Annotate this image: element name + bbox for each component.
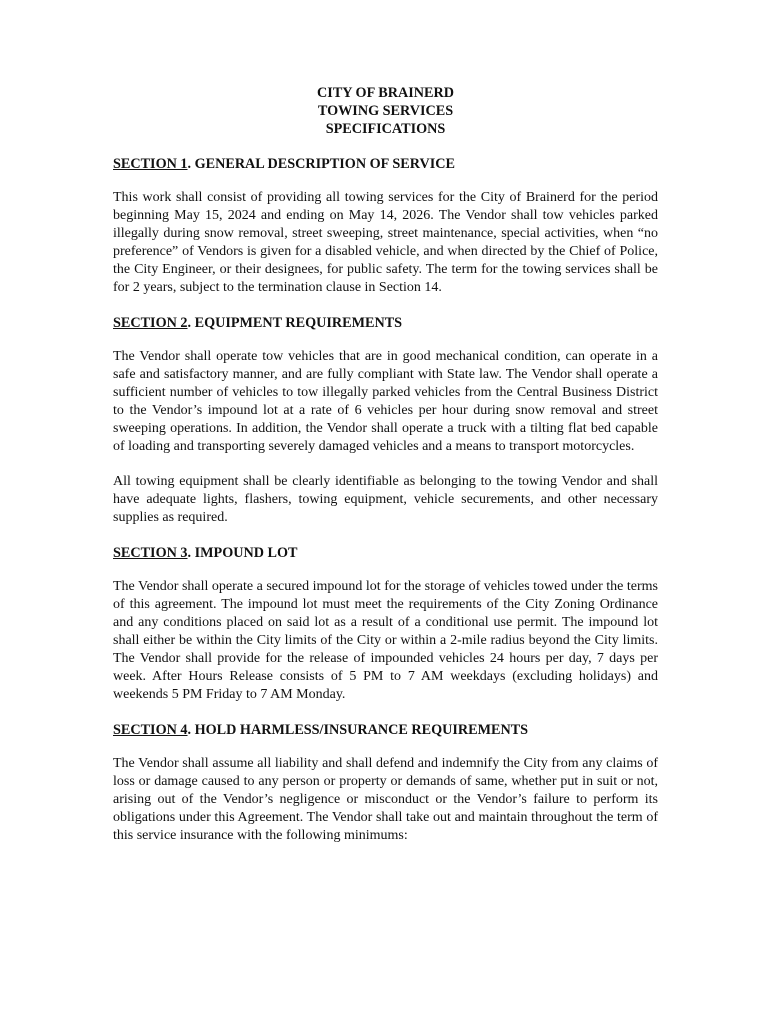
section-3 — [113, 544, 658, 704]
section-3-number: SECTION 3 — [113, 545, 188, 561]
section-4-heading — [113, 721, 658, 739]
section-3-heading — [113, 544, 658, 562]
section-4 — [113, 721, 658, 845]
title-line-service: TOWING SERVICES — [317, 103, 454, 119]
section-3-paragraph-1: The Vendor shall operate a secured impound lot for the storage of vehicles towed under the terms of this agreement. The impound lot must meet the requirements of the City Zoning Ordinance and any conditions placed on said lot as a result of a conditional use permit. The impound lot shall either be within the City limits of the City or within a 2-mile radius beyond the City limits. The Vendor shall provide for the release of impounded vehicles 24 hours per day, 7 days per week. After Hours Release consists of 5 PM to 7 AM weekdays (excluding holidays) and weekends 5 PM Friday to 7 AM Monday. — [113, 579, 658, 702]
document-page — [113, 84, 658, 862]
section-4-title: . HOLD HARMLESS/INSURANCE REQUIREMENTS — [187, 722, 529, 738]
section-2-paragraph-2: All towing equipment shall be clearly identifiable as belonging to the towing Vendor and shall have adequate lights, flashers, towing equipment, vehicle securements, and other necessary supplies as required. — [113, 474, 658, 525]
title-line-city: CITY OF BRAINERD — [317, 85, 454, 101]
section-1-paragraph-1: This work shall consist of providing all towing services for the City of Brainerd for the period beginning May 15, 2024 and ending on May 14, 2026. The Vendor shall tow vehicles parked illegally during snow removal, street sweeping, street maintenance, special activities, when “no preference” of Vendors is given for a disabled vehicle, and when directed by the Chief of Police, the City Engineer, or their designees, for public safety. The term for the towing services shall be for 2 years, subject to the termination clause in Section 14. — [113, 190, 658, 295]
section-2-number: SECTION 2 — [113, 315, 188, 331]
section-3-title: . IMPOUND LOT — [187, 545, 298, 561]
section-2 — [113, 314, 658, 527]
section-1 — [113, 155, 658, 297]
section-2-heading — [113, 314, 658, 332]
section-4-paragraph-1: The Vendor shall assume all liability and shall defend and indemnify the City from any claims of loss or damage caused to any person or property or demands of same, whether put in suit or not, arising out of the Vendor’s negligence or misconduct or the Vendor’s failure to perform its obligations under this Agreement. The Vendor shall take out and maintain throughout the term of this service insurance with the following minimums: — [113, 756, 658, 843]
section-1-number: SECTION 1 — [113, 156, 188, 172]
section-2-paragraph-1: The Vendor shall operate tow vehicles that are in good mechanical condition, can operate in a safe and satisfactory manner, and are fully compliant with State law. The Vendor shall operate a sufficient number of vehicles to tow illegally parked vehicles from the Central Business District to the Vendor’s impound lot at a rate of 6 vehicles per hour during snow removal and street sweeping operations. In addition, the Vendor shall operate a truck with a tilting flat bed capable of loading and transporting severely damaged vehicles and a means to transport motorcycles. — [113, 349, 658, 454]
document-title — [113, 84, 658, 138]
section-1-title: . GENERAL DESCRIPTION OF SERVICE — [187, 156, 455, 172]
section-1-heading — [113, 155, 658, 173]
section-2-title: . EQUIPMENT REQUIREMENTS — [187, 315, 403, 331]
title-line-specifications: SPECIFICATIONS — [325, 121, 446, 137]
section-4-number: SECTION 4 — [113, 722, 188, 738]
